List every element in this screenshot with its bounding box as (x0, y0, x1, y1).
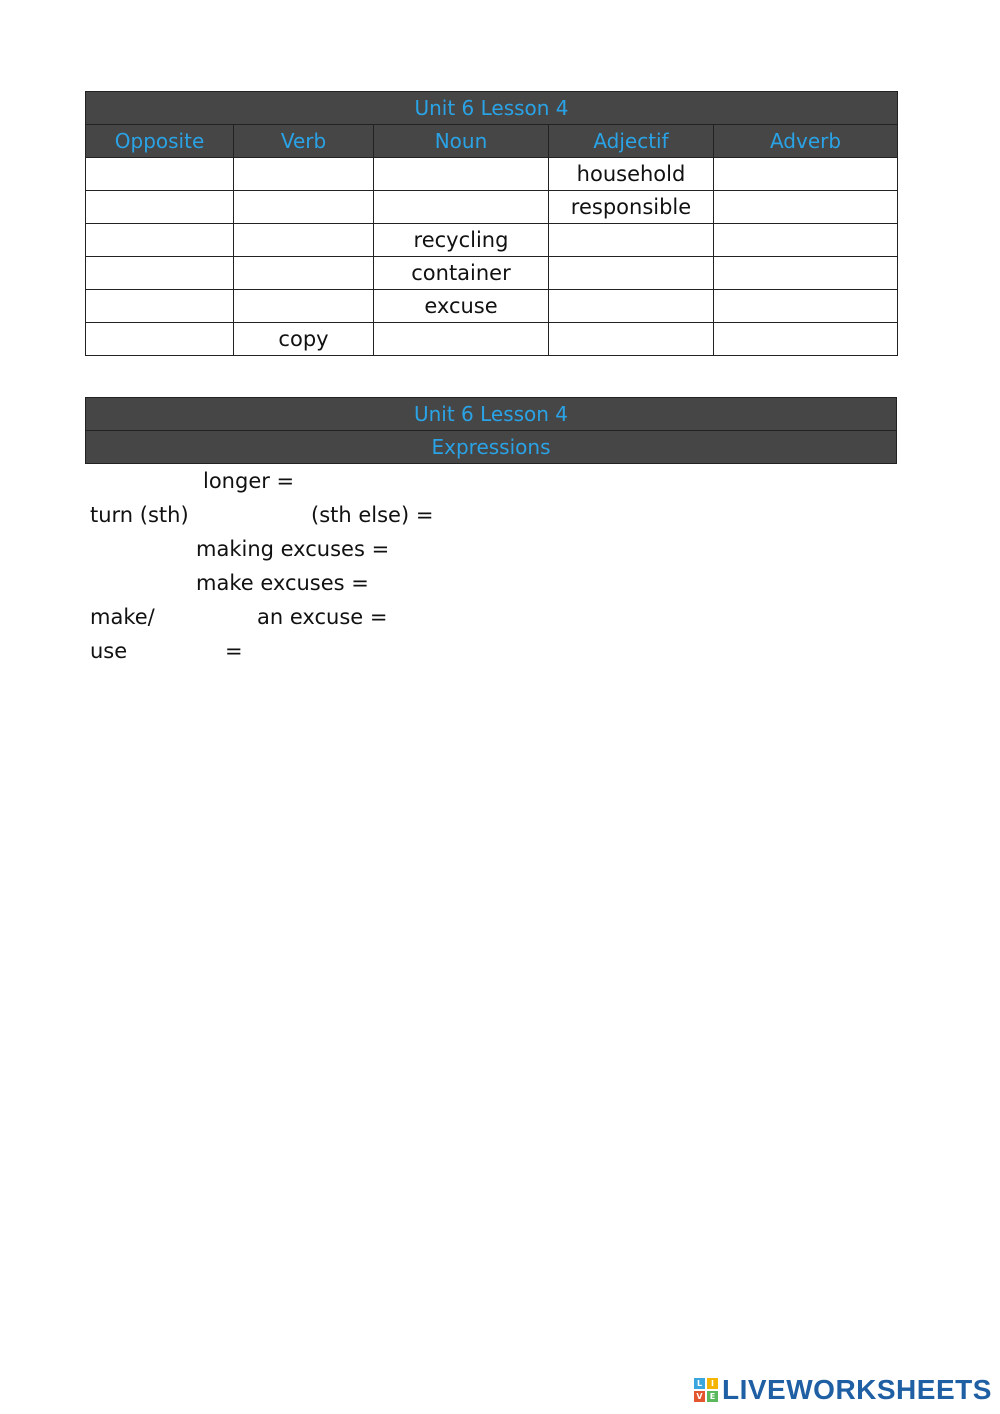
answer-cell[interactable] (374, 323, 549, 356)
expression-line: make excuses = (196, 571, 369, 595)
answer-cell[interactable] (714, 290, 898, 323)
expression-line: making excuses = (196, 537, 390, 561)
liveworksheets-logo (694, 1374, 992, 1406)
given-word-cell: container (374, 257, 549, 290)
expression-line-part: turn (sth) (90, 503, 189, 527)
answer-cell[interactable] (234, 257, 374, 290)
expressions-title-row (86, 398, 897, 431)
answer-cell[interactable] (549, 290, 714, 323)
expressions-title: Unit 6 Lesson 4 (86, 398, 897, 431)
given-word-cell: responsible (549, 191, 714, 224)
answer-cell[interactable] (234, 290, 374, 323)
expressions-subtitle-row (86, 431, 897, 464)
expression-line-part: (sth else) = (311, 503, 434, 527)
expressions-subtitle: Expressions (86, 431, 897, 464)
answer-cell[interactable] (86, 224, 234, 257)
header-verb: Verb (234, 125, 374, 158)
logo-mark-tile: I (707, 1378, 718, 1389)
answer-cell[interactable] (86, 323, 234, 356)
header-adjectif: Adjectif (549, 125, 714, 158)
expression-line-part: use (90, 639, 128, 663)
answer-cell[interactable] (714, 257, 898, 290)
logo-mark-tile: E (707, 1391, 718, 1402)
vocab-title: Unit 6 Lesson 4 (86, 92, 898, 125)
table-row (86, 323, 898, 356)
answer-cell[interactable] (714, 191, 898, 224)
header-noun: Noun (374, 125, 549, 158)
vocab-title-row (86, 92, 898, 125)
answer-cell[interactable] (86, 290, 234, 323)
answer-cell[interactable] (86, 158, 234, 191)
answer-cell[interactable] (374, 191, 549, 224)
table-row (86, 290, 898, 323)
table-row (86, 191, 898, 224)
given-word-cell: recycling (374, 224, 549, 257)
answer-cell[interactable] (234, 191, 374, 224)
table-row (86, 158, 898, 191)
answer-cell[interactable] (714, 224, 898, 257)
expression-line-part: an excuse = (257, 605, 388, 629)
vocab-table (85, 91, 898, 356)
logo-mark-icon (694, 1378, 718, 1402)
given-word-cell: excuse (374, 290, 549, 323)
expression-line-part: = (225, 639, 243, 663)
header-opposite: Opposite (86, 125, 234, 158)
answer-cell[interactable] (86, 257, 234, 290)
answer-cell[interactable] (549, 257, 714, 290)
logo-text: LIVEWORKSHEETS (722, 1374, 992, 1405)
expressions-header-table (85, 397, 897, 464)
answer-cell[interactable] (86, 191, 234, 224)
answer-cell[interactable] (234, 158, 374, 191)
expression-line: longer = (203, 469, 295, 493)
given-word-cell: household (549, 158, 714, 191)
given-word-cell: copy (234, 323, 374, 356)
logo-mark-tile: V (694, 1391, 705, 1402)
vocab-header-row (86, 125, 898, 158)
table-row (86, 224, 898, 257)
answer-cell[interactable] (714, 158, 898, 191)
answer-cell[interactable] (549, 224, 714, 257)
answer-cell[interactable] (549, 323, 714, 356)
answer-cell[interactable] (714, 323, 898, 356)
table-row (86, 257, 898, 290)
header-adverb: Adverb (714, 125, 898, 158)
logo-mark-tile: L (694, 1378, 705, 1389)
answer-cell[interactable] (234, 224, 374, 257)
expression-line-part: make/ (90, 605, 155, 629)
answer-cell[interactable] (374, 158, 549, 191)
